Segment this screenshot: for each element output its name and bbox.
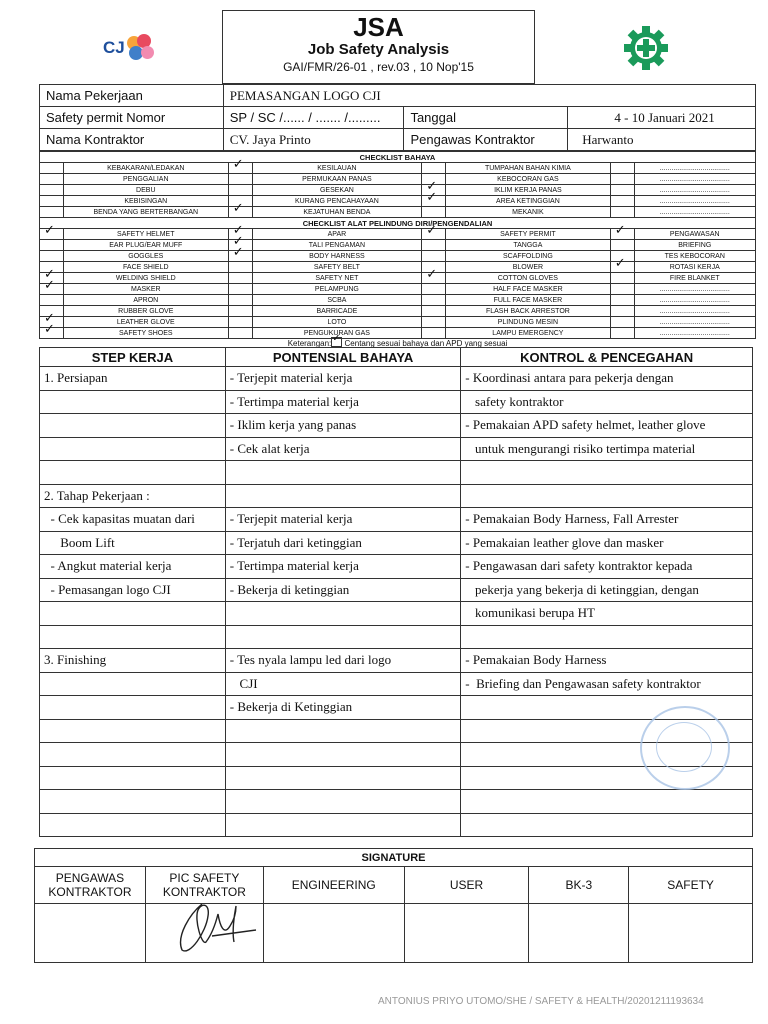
checklist-item-label: .................................... [634,174,755,185]
checklist-bahaya-row [40,163,756,174]
table-row [40,461,753,485]
potensial-bahaya-cell [225,813,461,837]
potensial-bahaya-cell: - Cek alat kerja [225,437,461,461]
checkbox[interactable] [228,163,252,174]
signature-column-header: SAFETY [629,867,753,904]
pengawas-value: Harwanto [568,129,756,151]
checklist-bahaya-row [40,174,756,185]
checklist-item-label: EAR PLUG/EAR MUFF [63,240,228,251]
potensial-bahaya-cell: - Tertimpa material kerja [225,555,461,579]
checklist-item-label: FIRE BLANKET [634,273,755,284]
checklist-item-label: TES KEBOCORAN [634,251,755,262]
checklist-bahaya [40,152,756,218]
table-row [40,508,753,532]
checklist-item-label: IKLIM KERJA PANAS [446,185,611,196]
checkbox[interactable] [610,306,634,317]
step-kerja-cell [40,672,226,696]
potensial-bahaya-cell: CJI [225,672,461,696]
checkbox[interactable] [228,306,252,317]
step-kerja-cell [40,414,226,438]
checkbox[interactable] [228,317,252,328]
checklist-item-label: BARRICADE [252,306,422,317]
logo-petal-pink [141,46,154,59]
checklist-apd [40,218,756,339]
keterangan-note [39,337,756,347]
potensial-bahaya-cell [225,719,461,743]
checklist-apd-row [40,262,756,273]
checklist-item-label: PLINDUNG MESIN [446,317,611,328]
checklist-item-label: RUBBER GLOVE [63,306,228,317]
doc-title: JSA [353,12,404,42]
checkbox[interactable] [40,295,64,306]
checklist-bahaya-row [40,207,756,218]
checklist-item-label: BODY HARNESS [252,251,422,262]
pengawas-label: Pengawas Kontraktor [404,129,568,151]
tanggal-value: 4 - 10 Januari 2021 [568,107,756,129]
checkbox[interactable] [422,196,446,207]
header-kontrol-pencegahan: KONTROL & PENCEGAHAN [461,348,753,367]
signature-column-header: USER [404,867,529,904]
potensial-bahaya-cell: - Iklim kerja yang panas [225,414,461,438]
checklist-item-label: MEKANIK [446,207,611,218]
checkbox[interactable] [228,251,252,262]
signature-box[interactable] [629,904,753,963]
table-row [40,484,753,508]
kontrol-cell [461,813,753,837]
checklist-item-label: TALI PENGAMAN [252,240,422,251]
cj-logo [103,30,163,66]
checklist-item-label: BENDA YANG BERTERBANGAN [63,207,228,218]
checklist-item-label: LEATHER GLOVE [63,317,228,328]
checklist-item-label: .................................... [634,185,755,196]
checklist-item-label: KEJATUHAN BENDA [252,207,422,218]
checkbox[interactable] [40,174,64,185]
checklist-apd-row [40,284,756,295]
checkbox[interactable] [610,284,634,295]
checkbox[interactable] [422,240,446,251]
step-kerja-cell: 2. Tahap Pekerjaan : [40,484,226,508]
step-kerja-cell [40,602,226,626]
company-stamp [640,706,730,790]
checklist-apd-row [40,229,756,240]
checklist-item-label: .................................... [634,328,755,339]
kontrol-cell: - Pemakaian Body Harness, Fall Arrester [461,508,753,532]
checklist-item-label: SAFETY NET [252,273,422,284]
checklist-bahaya-title: CHECKLIST BAHAYA [40,152,756,163]
table-row [40,696,753,720]
potensial-bahaya-cell [225,790,461,814]
table-row [40,790,753,814]
step-kerja-cell [40,766,226,790]
table-row [40,578,753,602]
checklist-item-label: KEBISINGAN [63,196,228,207]
potensial-bahaya-cell: - Tes nyala lampu led dari logo [225,649,461,673]
checklist-item-label: .................................... [634,306,755,317]
checkbox[interactable] [228,295,252,306]
checkbox[interactable] [228,207,252,218]
header-potensial-bahaya: PONTENSIAL BAHAYA [225,348,461,367]
checklist-item-label: .................................... [634,163,755,174]
signature-box[interactable] [263,904,404,963]
step-kerja-cell [40,437,226,461]
checklist-item-label: KESILAUAN [252,163,422,174]
checklist-item-label: SCBA [252,295,422,306]
checkbox[interactable] [422,306,446,317]
step-kerja-cell [40,696,226,720]
signature-column-header: PIC SAFETY KONTRAKTOR [145,867,263,904]
kontrol-cell: safety kontraktor [461,390,753,414]
step-kerja-cell: Boom Lift [40,531,226,555]
cj-logo-text: CJ [103,38,125,57]
potensial-bahaya-cell [225,743,461,767]
step-kerja-cell [40,461,226,485]
potensial-bahaya-cell: - Terjepit material kerja [225,508,461,532]
checklist-item-label: SAFETY PERMIT [446,229,611,240]
checklist-item-label: SAFETY HELMET [63,229,228,240]
doc-subtitle: Job Safety Analysis [307,41,450,58]
signature-box[interactable] [529,904,629,963]
checklist-item-label: PELAMPUNG [252,284,422,295]
checkbox[interactable] [610,185,634,196]
potensial-bahaya-cell [225,602,461,626]
checkbox[interactable] [228,273,252,284]
table-row [40,555,753,579]
kontrol-cell [461,461,753,485]
kontrol-cell: - Briefing dan Pengawasan safety kontraktor [461,672,753,696]
potensial-bahaya-cell [225,484,461,508]
checklist-item-label: BRIEFING [634,240,755,251]
checklist-item-label: GOGGLES [63,251,228,262]
table-row [40,367,753,391]
checklist-item-label: GESEKAN [252,185,422,196]
checklist-item-label: AREA KETINGGIAN [446,196,611,207]
checklist-apd-row [40,306,756,317]
checkbox[interactable] [40,207,64,218]
checkbox[interactable] [610,262,634,273]
table-row [40,672,753,696]
checklist-item-label: TANGGA [446,240,611,251]
signature-column-header: PENGAWAS KONTRAKTOR [35,867,146,904]
checkbox[interactable] [610,196,634,207]
step-kerja-cell: - Pemasangan logo CJI [40,578,226,602]
checklist-bahaya-row [40,196,756,207]
checkbox[interactable] [40,229,64,240]
checklist-item-label: LOTO [252,317,422,328]
signature-box[interactable] [404,904,529,963]
checkbox[interactable] [40,185,64,196]
checkbox[interactable] [422,273,446,284]
checklist-item-label: ROTASI KERJA [634,262,755,273]
checklist-item-label: .................................... [634,196,755,207]
nama-pekerjaan-value: PEMASANGAN LOGO CJI [223,85,755,107]
checkbox[interactable] [40,251,64,262]
keterangan-text: Centang sesuai bahaya dan APD yang sesuai [344,339,508,348]
checklist-item-label: DEBU [63,185,228,196]
checkbox[interactable] [610,207,634,218]
checkbox[interactable] [40,284,64,295]
kontrol-cell: pekerja yang bekerja di ketinggian, dengan [461,578,753,602]
checklist-apd-row [40,317,756,328]
kontrol-cell: komunikasi berupa HT [461,602,753,626]
checklist-item-label: FACE SHIELD [63,262,228,273]
kontrol-cell: untuk mengurangi risiko tertimpa material [461,437,753,461]
step-kerja-cell [40,743,226,767]
potensial-bahaya-cell [225,625,461,649]
document-header [222,10,535,84]
checkbox[interactable] [422,284,446,295]
kontrol-cell: - Pemakaian leather glove dan masker [461,531,753,555]
step-kerja-cell [40,719,226,743]
checklist-item-label: FLASH BACK ARRESTOR [446,306,611,317]
potensial-bahaya-cell [225,461,461,485]
checklist-item-label: PERMUKAAN PANAS [252,174,422,185]
checklist-item-label: KEBOCORAN GAS [446,174,611,185]
table-row [40,437,753,461]
checklist-apd-row [40,240,756,251]
table-row [40,602,753,626]
kontrol-cell [461,790,753,814]
checkbox[interactable] [228,185,252,196]
kontrol-cell [461,484,753,508]
checklist-item-label: SCAFFOLDING [446,251,611,262]
checklist-item-label: FULL FACE MASKER [446,295,611,306]
kontrol-cell [461,625,753,649]
checkbox[interactable] [422,295,446,306]
checklist-apd-row [40,273,756,284]
table-row [40,414,753,438]
keterangan-prefix: Keterangan: [287,339,332,348]
doc-code: GAI/FMR/26-01 , rev.03 , 10 Nop'15 [283,60,474,74]
checkbox[interactable] [610,317,634,328]
checklist-apd-row [40,251,756,262]
checkbox[interactable] [610,240,634,251]
checklist-table [39,151,756,339]
checklist-item-label: .................................... [634,207,755,218]
checkbox[interactable] [422,317,446,328]
signature-title: SIGNATURE [35,849,753,867]
checkbox[interactable] [422,207,446,218]
safety-permit-value: SP / SC /...... / ....... /......... [223,107,404,129]
kontraktor-value: CV. Jaya Printo [223,129,404,151]
checkbox[interactable] [610,174,634,185]
checkbox[interactable] [40,196,64,207]
kontrol-cell: - Koordinasi antara para pekerja dengan [461,367,753,391]
signature-column-header: BK-3 [529,867,629,904]
step-kerja-cell [40,390,226,414]
checkbox[interactable] [422,251,446,262]
checklist-apd-title: CHECKLIST ALAT PELINDUNG DIRI/PENGENDALIAN [40,218,756,229]
checklist-item-label: .................................... [634,317,755,328]
checklist-item-label: SAFETY SHOES [63,328,228,339]
table-row [40,531,753,555]
checkbox[interactable] [228,284,252,295]
step-kerja-cell: - Angkut material kerja [40,555,226,579]
checklist-item-label: COTTON GLOVES [446,273,611,284]
checklist-bahaya-row [40,185,756,196]
checklist-item-label: KEBAKARAN/LEDAKAN [63,163,228,174]
checkbox[interactable] [228,262,252,273]
safety-gear-icon [622,24,670,72]
checkbox[interactable] [422,163,446,174]
checklist-item-label: APRON [63,295,228,306]
table-row [40,649,753,673]
step-kerja-cell: 3. Finishing [40,649,226,673]
check-icon [331,337,342,347]
kontrol-cell: - Pemakaian APD safety helmet, leather glove [461,414,753,438]
checkbox[interactable] [422,229,446,240]
checklist-item-label: HALF FACE MASKER [446,284,611,295]
table-row [40,625,753,649]
checklist-item-label: .................................... [634,295,755,306]
checklist-item-label: SAFETY BELT [252,262,422,273]
checklist-item-label: LAMPU EMERGENCY [446,328,611,339]
checklist-item-label: PENGGALIAN [63,174,228,185]
signature-box[interactable] [35,904,146,963]
header-step-kerja: STEP KERJA [40,348,226,367]
potensial-bahaya-cell: - Tertimpa material kerja [225,390,461,414]
footer-text: ANTONIUS PRIYO UTOMO/SHE / SAFETY & HEALTH/20201211193634 [378,996,704,1007]
potensial-bahaya-cell: - Bekerja di Ketinggian [225,696,461,720]
checklist-apd-row [40,295,756,306]
safety-permit-label: Safety permit Nomor [40,107,224,129]
potensial-bahaya-cell [225,766,461,790]
checklist-item-label: .................................... [634,284,755,295]
step-kerja-cell [40,625,226,649]
info-table [39,84,756,151]
checklist-item-label: MASKER [63,284,228,295]
checklist-item-label: BLOWER [446,262,611,273]
potensial-bahaya-cell: - Bekerja di ketinggian [225,578,461,602]
table-row [40,813,753,837]
signature-column-header: ENGINEERING [263,867,404,904]
checklist-item-label: TUMPAHAN BAHAN KIMIA [446,163,611,174]
checklist-item-label: WELDING SHIELD [63,273,228,284]
potensial-bahaya-cell: - Terjepit material kerja [225,367,461,391]
step-kerja-cell: - Cek kapasitas muatan dari [40,508,226,532]
checkbox[interactable] [610,229,634,240]
kontraktor-label: Nama Kontraktor [40,129,224,151]
checkbox[interactable] [610,273,634,284]
checklist-item-label: KURANG PENCAHAYAAN [252,196,422,207]
stamp-inner-ring [656,722,712,772]
checkbox[interactable] [610,295,634,306]
checklist-item-label: APAR [252,229,422,240]
signature-table [34,848,753,963]
step-kerja-cell [40,790,226,814]
kontrol-cell: - Pengawasan dari safety kontraktor kepada [461,555,753,579]
step-kerja-cell [40,813,226,837]
nama-pekerjaan-label: Nama Pekerjaan [40,85,224,107]
tanggal-label: Tanggal [404,107,568,129]
checkbox[interactable] [610,163,634,174]
handwritten-signature [172,896,262,956]
checklist-item-label: PENGAWASAN [634,229,755,240]
checklist-item-label: PENGUKURAN GAS [252,328,422,339]
step-kerja-cell: 1. Persiapan [40,367,226,391]
checkbox[interactable] [40,240,64,251]
checkbox[interactable] [40,163,64,174]
checkbox[interactable] [228,174,252,185]
table-row [40,390,753,414]
kontrol-cell: - Pemakaian Body Harness [461,649,753,673]
potensial-bahaya-cell: - Terjatuh dari ketinggian [225,531,461,555]
